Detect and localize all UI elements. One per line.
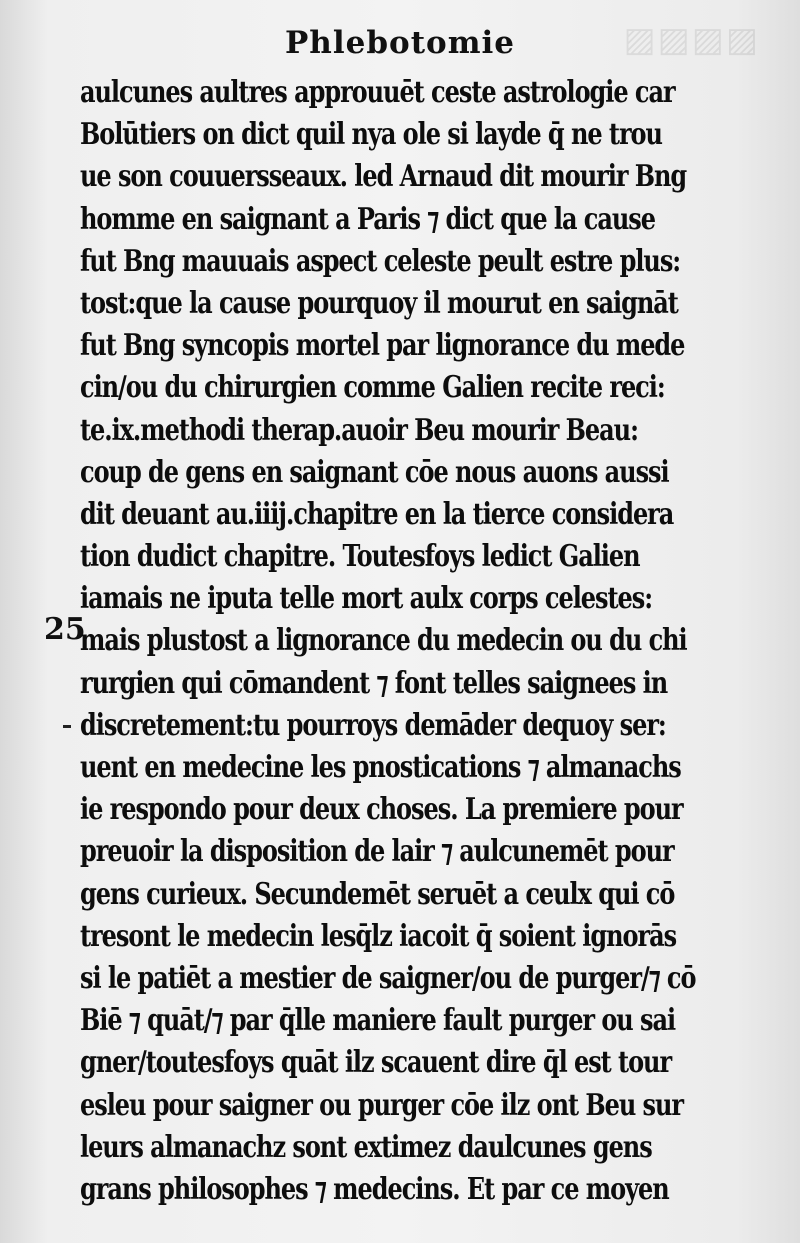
text-line: si le patiēt a mestier de saigner/ou de purger/⁊ cō xyxy=(80,960,696,996)
show-through-text: ▨▨▨▨ xyxy=(623,20,760,60)
text-line: coup de gens en saignant cōe nous auons aussi xyxy=(80,454,669,490)
text-line: gner/toutesfoys quāt ilz scauent dire q̄l est tour xyxy=(80,1045,672,1081)
body-text xyxy=(80,72,770,1211)
text-line: Biē ⁊ quāt/⁊ par q̄lle maniere fault purger ou sai xyxy=(80,1003,676,1039)
text-line: gens curieux. Secundemēt seruēt a ceulx qui cō xyxy=(80,876,675,912)
text-line: dit deuant au.iiij.chapitre en la tierce considera xyxy=(80,496,674,532)
text-line: ie respondo pour deux choses. La premiere pour xyxy=(80,792,683,828)
text-line: grans philosophes ⁊ medecins. Et par ce moyen xyxy=(80,1171,669,1207)
text-line: cin/ou du chirurgien comme Galien recite reci: xyxy=(80,370,665,406)
text-line: iamais ne iputa telle mort aulx corps celestes: xyxy=(80,581,653,617)
text-line: ue son couuersseaux. led Arnaud dit mourir Bng xyxy=(80,159,687,195)
text-line: aulcunes aultres approuuēt ceste astrologie car xyxy=(80,75,675,110)
margin-mark xyxy=(63,725,71,728)
text-line: rurgien qui cōmandent ⁊ font telles saignees in xyxy=(80,665,668,701)
text-line: tresont le medecin lesq̄lz iacoit q̄ soient ignorās xyxy=(80,918,677,954)
text-line: esleu pour saigner ou purger cōe ilz ont Beu sur xyxy=(80,1087,684,1123)
text-line: discretement:tu pourroys demāder dequoy ser: xyxy=(80,707,666,743)
text-line: Bolūtiers on dict quil nya ole si layde q̄ ne trou xyxy=(80,117,662,153)
text-line: tost:que la cause pourquoy il mourut en saignāt xyxy=(80,285,678,321)
text-line: leurs almanachz sont extimez daulcunes gens xyxy=(80,1129,652,1165)
running-head: Phlebotomie xyxy=(285,25,515,61)
text-line: fut Bng mauuais aspect celeste peult estre plus: xyxy=(80,243,681,279)
text-line: uent en medecine les pnostications ⁊ almanachs xyxy=(80,750,681,785)
margin-line-number: 25 xyxy=(44,612,86,647)
text-line: preuoir la disposition de lair ⁊ aulcunemēt pour xyxy=(80,834,674,870)
text-line: homme en saignant a Paris ⁊ dict que la cause xyxy=(80,201,655,237)
text-line: mais plustost a lignorance du medecin ou du chi xyxy=(80,623,687,659)
text-line: fut Bng syncopis mortel par lignorance du mede xyxy=(80,328,685,364)
text-line: tion dudict chapitre. Toutesfoys ledict Galien xyxy=(80,539,640,575)
text-line: te.ix.methodi therap.auoir Beu mourir Beau: xyxy=(80,412,638,448)
